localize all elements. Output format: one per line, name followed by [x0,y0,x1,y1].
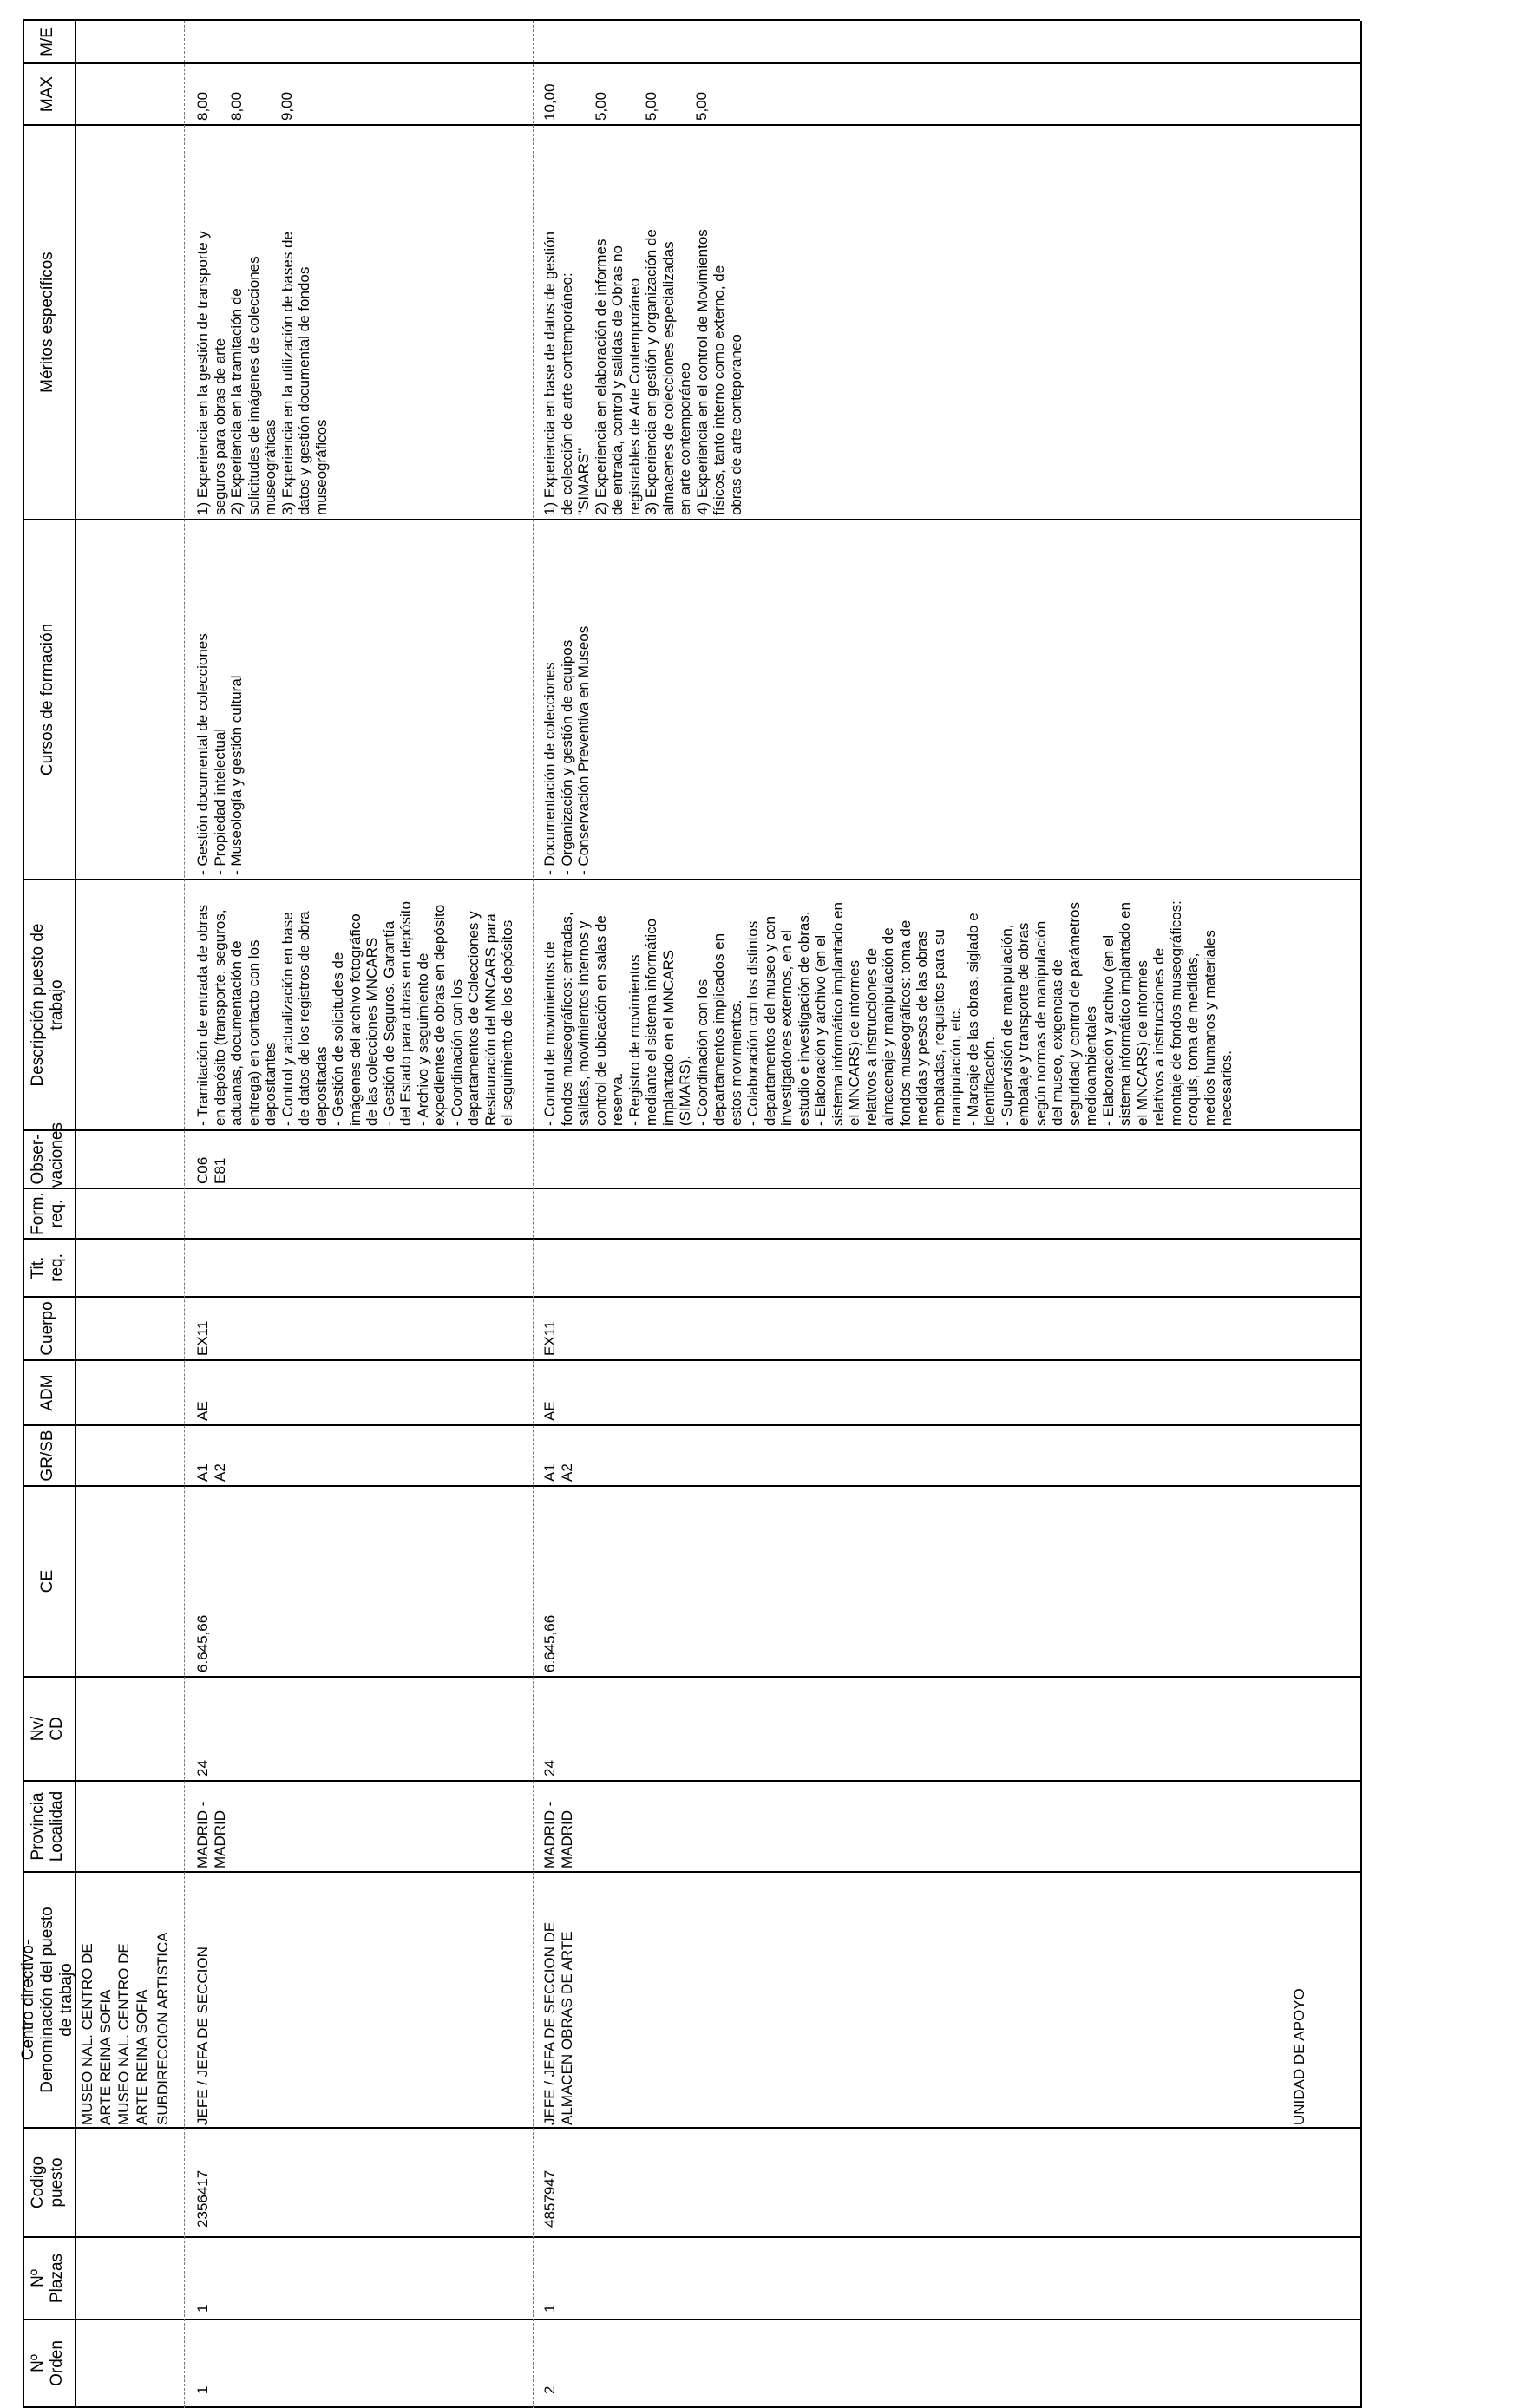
row-observaciones: C06 E81 [194,1156,228,1184]
row-descripcion: - Control de movimientos de fondos museográficos: entradas, salidas, movimientos internos y control de ubicación en salas de reserva. - Registro de movimientos mediante el sistema informático implantado en el MNCARS (SIMARS). - Coordinación con los departamentos implicados en estos movimientos. - Colaboración con los distintos departamentos del museo y con investigadores externos, en el estudio e investigación de obras. - Elaboración y archivo (en el sistema informático implantado en el MNCARS) de informes relativos a instrucciones de almacenaje y manipulación de fondos museográficos: toma de medidas y pesos de las obras embaladas, requisitos para su manipulación, etc. - Marcaje de las obras, siglado e identificación. - Supervisión de manipulación, embalaje y transporte de obras según normas de manipulación del museo, exigencias de seguridad y control de parámetros medioambientales - Elaboración y archivo (en el sistema informático implantado en el MNCARS) de informes relativos a instrucciones de montaje de fondos museográficos: croquis, toma de medidas, medios humanos y materiales necesarios. [541,900,1235,1126]
row-codigo: 2356417 [194,2169,211,2228]
header-cuerpo: Cuerpo [38,1301,56,1356]
row-max-value: 8,00 [194,91,211,121]
row-denominacion: JEFE / JEFA DE SECCION [194,1947,211,2125]
row-grupo: A1 A2 [541,1463,575,1482]
row-ce: 6.645,66 [194,1614,211,1672]
row-max-value: 10,00 [541,83,558,121]
row-nivel: 24 [194,1760,211,1777]
header-titulacion: Tit. req. [29,1253,66,1282]
header-nivel: Nv/ CD [29,1716,66,1742]
header-meritos: Méritos específicos [38,252,56,393]
unidad-de-apoyo: UNIDAD DE APOYO [1291,1988,1307,2125]
header-provincia: Provincia Localidad [29,1790,66,1862]
row-meritos: 1) Experiencia en la gestión de transporte y seguros para obras de arte 2) Experiencia en la tramitación de solicitudes de imágenes de colecciones museográficas 3) Experiencia en la utilización de bases de datos y gestión documental de fondos museográficos [194,231,330,515]
row-orden: 1 [194,2385,211,2394]
row-descripcion: - Tramitación de entrada de obras en depósito (transporte, seguros, aduanas, documentación de entrega) en contacto con los depositantes - Control y actualización en base de datos de los registros de obra depositadas - Gestión de solicitudes de imágenes del archivo fotográfico de las colecciones MNCARS - Gestión de Seguros. Garantía del Estado para obras en depósito - Archivo y seguimiento de expedientes de obras en depósito - Coordinación con los departamentos de Colecciones y Restauración del MNCARS para el seguimiento de los depósitos [194,901,515,1126]
header-centro-directivo: Centro directivo- Denominación del puesto de trabajo [19,1907,75,2093]
row-plazas: 1 [194,2304,211,2313]
header-codigo-puesto: Codigo puesto [29,2156,66,2209]
subdireccion: SUBDIRECCION ARTISTICA [154,1932,171,2125]
row-max-value: 9,00 [279,91,295,121]
row-ce: 6.645,66 [541,1614,558,1672]
row-grupo: A1 A2 [194,1463,228,1482]
row-cuerpo: EX11 [541,1320,558,1356]
header-n-plazas: Nº Plazas [29,2253,66,2304]
header-ce: CE [38,1569,56,1593]
row-cursos: - Gestión documental de colecciones - Propiedad intelectual - Museología y gestión cultural [194,633,245,875]
row-max-value: 5,00 [593,91,609,121]
row-provincia: MADRID - MADRID [194,1801,228,1868]
header-formacion: Form. req. [29,1192,66,1235]
header-descripcion: Descripción puesto de trabajo [29,923,66,1087]
row-adm: AE [541,1401,558,1421]
header-observaciones: Obser- vaciones [29,1122,66,1188]
row-nivel: 24 [541,1760,558,1777]
row-max-value: 8,00 [228,91,245,121]
row-orden: 2 [541,2385,558,2394]
row-cuerpo: EX11 [194,1320,211,1356]
header-me: M/E [38,27,56,56]
row-adm: AE [194,1401,211,1421]
centro-directivo: MUSEO NAL. CENTRO DE ARTE REINA SOFIA MUSEO NAL. CENTRO DE ARTE REINA SOFIA [79,1943,150,2125]
row-meritos: 1) Experiencia en base de datos de gestión de colección de arte contemporáneo: "SIMARS" 2) Experiencia en elaboración de informes de entrada, control y salidas de Obras no registrables de Arte Contemporáneo 3) Experiencia en gestión y organización de almacenes de colecciones especializadas en arte contemporáneo 4) Experiencia en el control de Movimientos físicos, tanto interno como externo, de obras de arte conteporaneo [541,229,744,515]
row-plazas: 1 [541,2304,558,2313]
row-max-value: 5,00 [693,91,710,121]
row-cursos: - Documentación de colecciones - Organización y gestión de equipos - Conservación Preventiva en Museos [541,625,592,875]
header-n-orden: Nº Orden [29,2340,66,2386]
row-max-value: 5,00 [643,91,659,121]
row-codigo: 4857947 [541,2169,558,2228]
header-cursos: Cursos de formación [38,623,56,776]
row-provincia: MADRID - MADRID [541,1801,575,1868]
header-grupo: GR/SB [38,1430,56,1482]
row-denominacion: JEFE / JEFA DE SECCION DE ALMACEN OBRAS DE ARTE [541,1921,575,2125]
header-adm: ADM [38,1374,56,1411]
header-max: MAX [38,75,56,113]
